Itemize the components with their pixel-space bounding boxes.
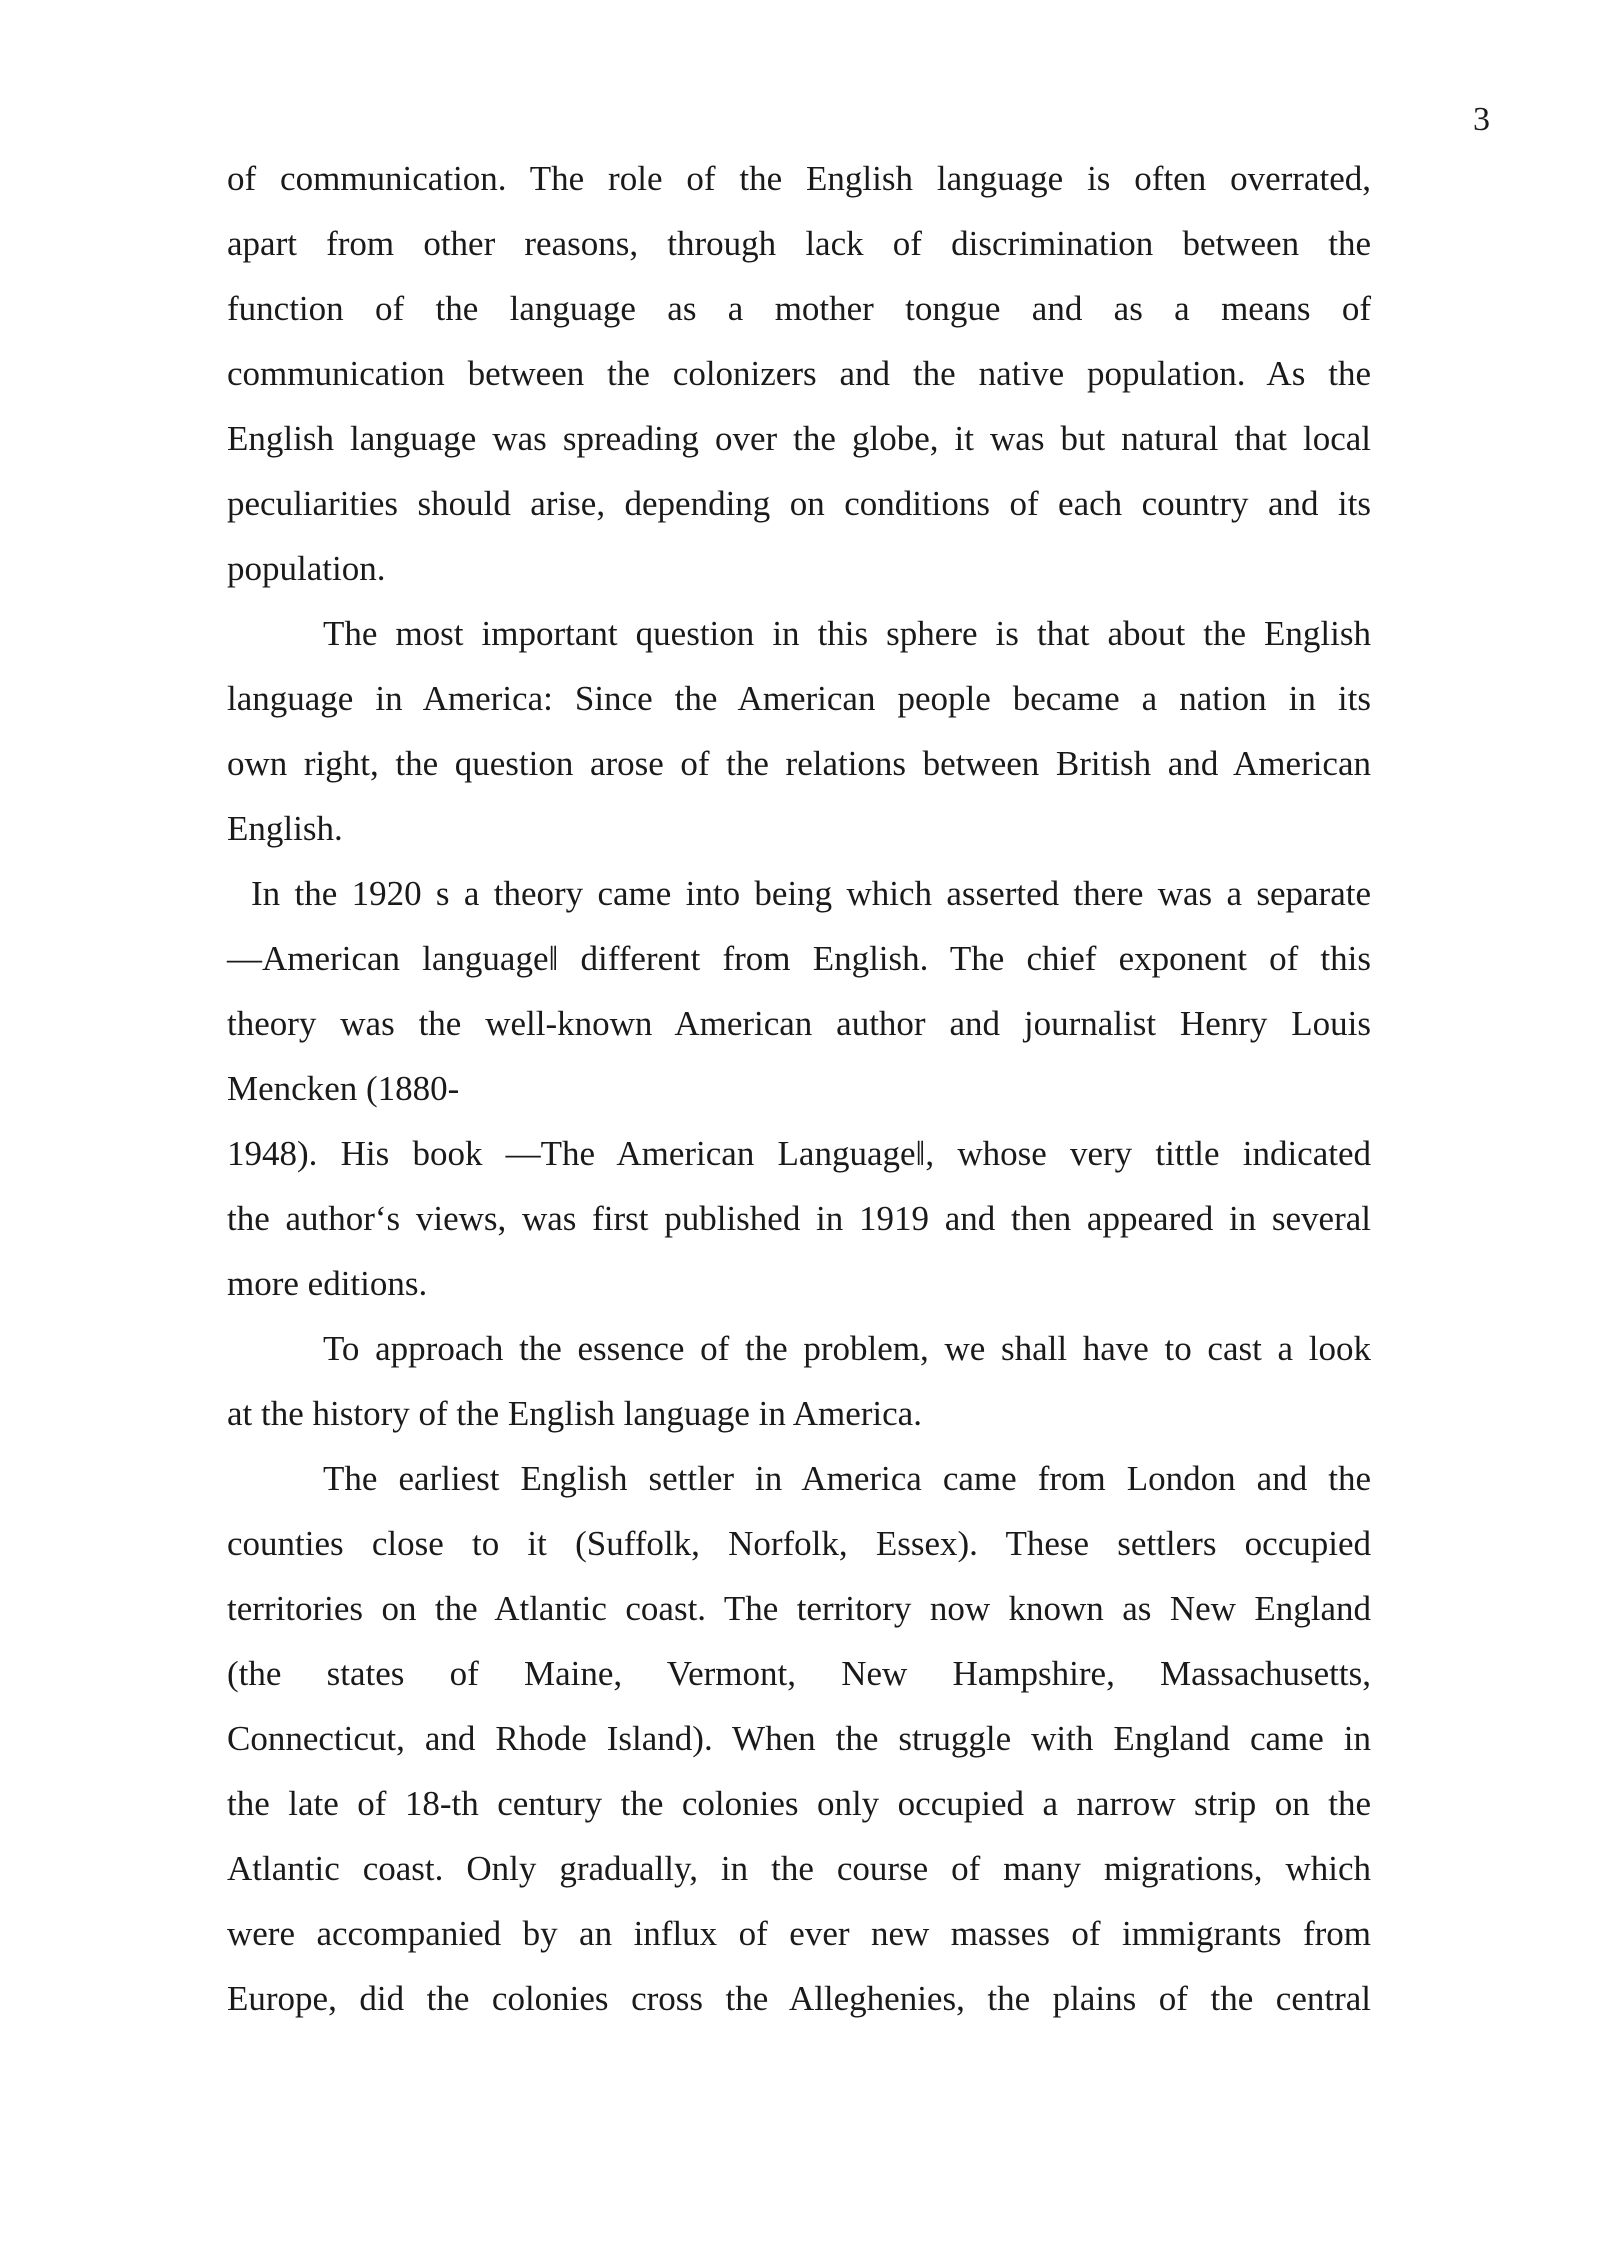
text-line: more editions. <box>227 1264 428 1303</box>
text-line: Atlantic coast. Only gradually, in the course of many migrations, which <box>227 1849 1371 1888</box>
text-line: English language was spreading over the globe, it was but natural that local <box>227 419 1371 458</box>
text-line: the author‘s views, was first published in 1919 and then appeared in several <box>227 1199 1371 1238</box>
text-line: communication between the colonizers and the native population. As the <box>227 354 1371 393</box>
text-line: 1948). His book ―The American Language‖, whose very tittle indicated <box>227 1134 1371 1173</box>
text-line: (the states of Maine, Vermont, New Hampshire, Massachusetts, <box>227 1654 1371 1693</box>
text-line: The most important question in this sphere is that about the English <box>323 614 1371 653</box>
text-line: Europe, did the colonies cross the Alleghenies, the plains of the central <box>227 1979 1371 2018</box>
text-line: own right, the question arose of the relations between British and American <box>227 744 1371 783</box>
text-line: Mencken (1880- <box>227 1069 460 1108</box>
text-line: apart from other reasons, through lack of discrimination between the <box>227 224 1371 263</box>
body-text <box>227 146 1371 2031</box>
text-line: of communication. The role of the English language is often overrated, <box>227 159 1371 198</box>
text-line: The earliest English settler in America came from London and the <box>323 1459 1371 1498</box>
page-number: 3 <box>1473 101 1490 138</box>
text-line: at the history of the English language in America. <box>227 1394 922 1433</box>
text-line: function of the language as a mother tongue and as a means of <box>227 289 1371 328</box>
text-line: peculiarities should arise, depending on conditions of each country and its <box>227 484 1371 523</box>
text-line: language in America: Since the American people became a nation in its <box>227 679 1371 718</box>
text-line: English. <box>227 809 343 848</box>
text-line: counties close to it (Suffolk, Norfolk, Essex). These settlers occupied <box>227 1524 1371 1563</box>
text-line: the late of 18-th century the colonies only occupied a narrow strip on the <box>227 1784 1371 1823</box>
text-line: In the 1920 s a theory came into being which asserted there was a separate <box>251 874 1371 913</box>
text-line: theory was the well-known American author and journalist Henry Louis <box>227 1004 1371 1043</box>
text-line: Connecticut, and Rhode Island). When the struggle with England came in <box>227 1719 1371 1758</box>
text-line: To approach the essence of the problem, we shall have to cast a look <box>323 1329 1371 1368</box>
text-line: were accompanied by an influx of ever new masses of immigrants from <box>227 1914 1371 1953</box>
text-line: ―American language‖ different from English. The chief exponent of this <box>227 939 1371 978</box>
text-line: population. <box>227 549 386 588</box>
text-line: territories on the Atlantic coast. The territory now known as New England <box>227 1589 1371 1628</box>
